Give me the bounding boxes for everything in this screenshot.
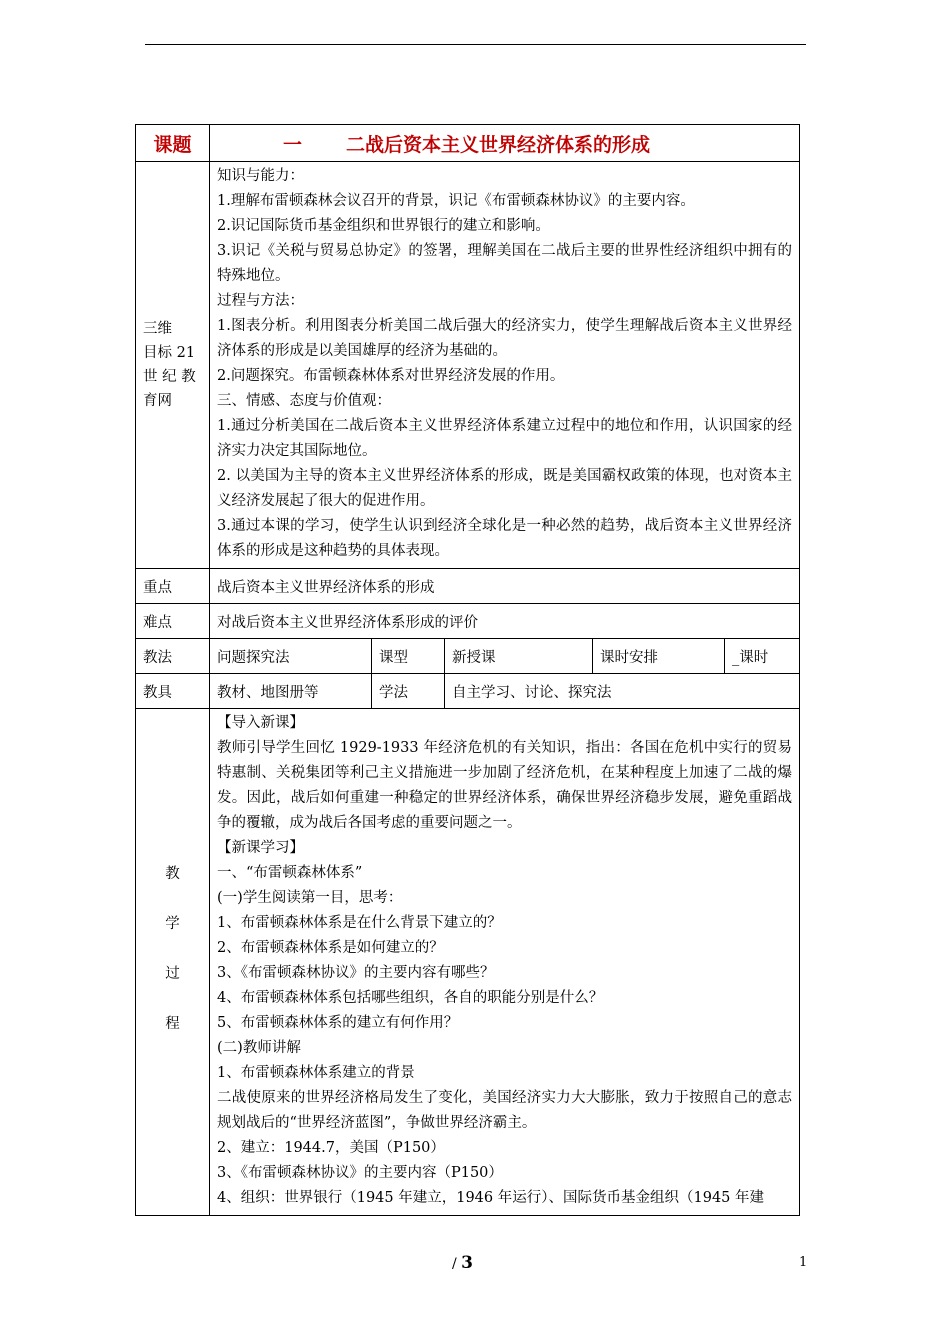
objective-line: 3.识记《关税与贸易总协定》的签署，理解美国在二战后主要的世界性经济组织中拥有的特殊地位。 [217, 243, 793, 284]
process-line: 3、《布雷顿森林协议》的主要内容有哪些？ [217, 965, 495, 981]
objectives-label-line: 目标 21 [143, 345, 196, 361]
page-total [452, 1253, 473, 1273]
process-label-char: 程 [165, 1016, 180, 1032]
objectives-label-line: 育网 [143, 393, 172, 409]
key-point-label: 重点 [136, 569, 210, 604]
process-line: 教师引导学生回忆 1929-1933 年经济危机的有关知识，指出：各国在危机中实行的贸易特惠制、关税集团等利己主义措施进一步加剧了经济危机，在某种程度上加速了二战的爆发。因此，战后如何重建一种稳定的世界经济体系，确保世界经济稳步发展，避免重蹈战争的覆辙，成为战后各国考虑的重要问题之一。 [217, 740, 793, 831]
difficulty-label: 难点 [136, 604, 210, 639]
lesson-title [210, 125, 800, 162]
process-line: 1、布雷顿森林体系建立的背景 [217, 1065, 415, 1081]
process-label [136, 709, 210, 1216]
page-slash: / [452, 1256, 457, 1272]
method-label: 教法 [136, 639, 210, 674]
process-line: (二)教师讲解 [217, 1040, 301, 1056]
lesson-type-value: 新授课 [445, 639, 593, 674]
lesson-number: 一 [282, 133, 302, 156]
page-total-number: 3 [461, 1253, 474, 1273]
objective-line: 三、情感、态度与价值观： [217, 393, 391, 409]
process-content [210, 709, 800, 1216]
study-method-value: 自主学习、讨论、探究法 [445, 674, 800, 709]
objectives-label-line: 三维 [143, 321, 172, 337]
lesson-title-text: 二战后资本主义世界经济体系的形成 [346, 133, 651, 156]
page-number: 1 [799, 1255, 808, 1270]
objective-line: 2.问题探究。布雷顿森林体系对世界经济发展的作用。 [217, 368, 565, 384]
objective-line: 2.识记国际货币基金组织和世界银行的建立和影响。 [217, 218, 550, 234]
process-label-char: 教 [165, 866, 180, 882]
process-line: 2、建立：1944.7，美国（P150） [217, 1140, 445, 1156]
schedule-value: _课时 [725, 639, 800, 674]
process-line: 3、《布雷顿森林协议》的主要内容（P150） [217, 1165, 503, 1181]
process-label-char: 过 [165, 966, 180, 982]
method-value: 问题探究法 [210, 639, 372, 674]
objectives-row [136, 162, 800, 569]
tools-row [136, 674, 800, 709]
topic-label: 课题 [136, 125, 210, 162]
key-point-row [136, 569, 800, 604]
process-line: 4、组织：世界银行（1945 年建立，1946 年运行）、国际货币基金组织（1945 年建 [217, 1190, 765, 1206]
header-rule [145, 44, 806, 45]
process-line: 4、布雷顿森林体系包括哪些组织，各自的职能分别是什么？ [217, 990, 604, 1006]
objectives-label-line: 世 纪 教 [143, 369, 196, 385]
objective-line: 3.通过本课的学习，使学生认识到经济全球化是一种必然的趋势，战后资本主义世界经济体系的形成是这种趋势的具体表现。 [217, 518, 793, 559]
key-point-value: 战后资本主义世界经济体系的形成 [210, 569, 800, 604]
objective-line: 知识与能力： [217, 168, 304, 184]
study-method-label: 学法 [372, 674, 445, 709]
objective-line: 2. 以美国为主导的资本主义世界经济体系的形成，既是美国霸权政策的体现，也对资本主义经济发展起了很大的促进作用。 [217, 468, 793, 509]
objectives-label [136, 162, 210, 569]
difficulty-value: 对战后资本主义世界经济体系形成的评价 [210, 604, 800, 639]
process-line: 5、布雷顿森林体系的建立有何作用？ [217, 1015, 459, 1031]
tools-value: 教材、地图册等 [210, 674, 372, 709]
process-row [136, 709, 800, 1216]
process-line: (一)学生阅读第一目，思考： [217, 890, 403, 906]
lesson-plan-table [135, 124, 800, 1216]
process-line: 1、布雷顿森林体系是在什么背景下建立的？ [217, 915, 502, 931]
process-line: 2、布雷顿森林体系是如何建立的？ [217, 940, 444, 956]
objective-line: 1.理解布雷顿森林会议召开的背景，识记《布雷顿森林协议》的主要内容。 [217, 193, 695, 209]
schedule-label: 课时安排 [593, 639, 725, 674]
process-line: 二战使原来的世界经济格局发生了变化，美国经济实力大大膨胀，致力于按照自己的意志规划战后的“世界经济蓝图”，争做世界经济霸主。 [217, 1090, 793, 1131]
process-line: 【新课学习】 [217, 840, 304, 856]
tools-label: 教具 [136, 674, 210, 709]
process-label-char: 学 [165, 916, 180, 932]
title-row [136, 125, 800, 162]
objectives-content [210, 162, 800, 569]
difficulty-row [136, 604, 800, 639]
process-line: 【导入新课】 [217, 715, 304, 731]
lesson-type-label: 课型 [372, 639, 445, 674]
objective-line: 1.通过分析美国在二战后资本主义世界经济体系建立过程中的地位和作用，认识国家的经济实力决定其国际地位。 [217, 418, 793, 459]
objective-line: 1.图表分析。利用图表分析美国二战后强大的经济实力，使学生理解战后资本主义世界经济体系的形成是以美国雄厚的经济为基础的。 [217, 318, 793, 359]
process-line: 一、“布雷顿森林体系” [217, 865, 363, 881]
objective-line: 过程与方法： [217, 293, 304, 309]
method-row [136, 639, 800, 674]
